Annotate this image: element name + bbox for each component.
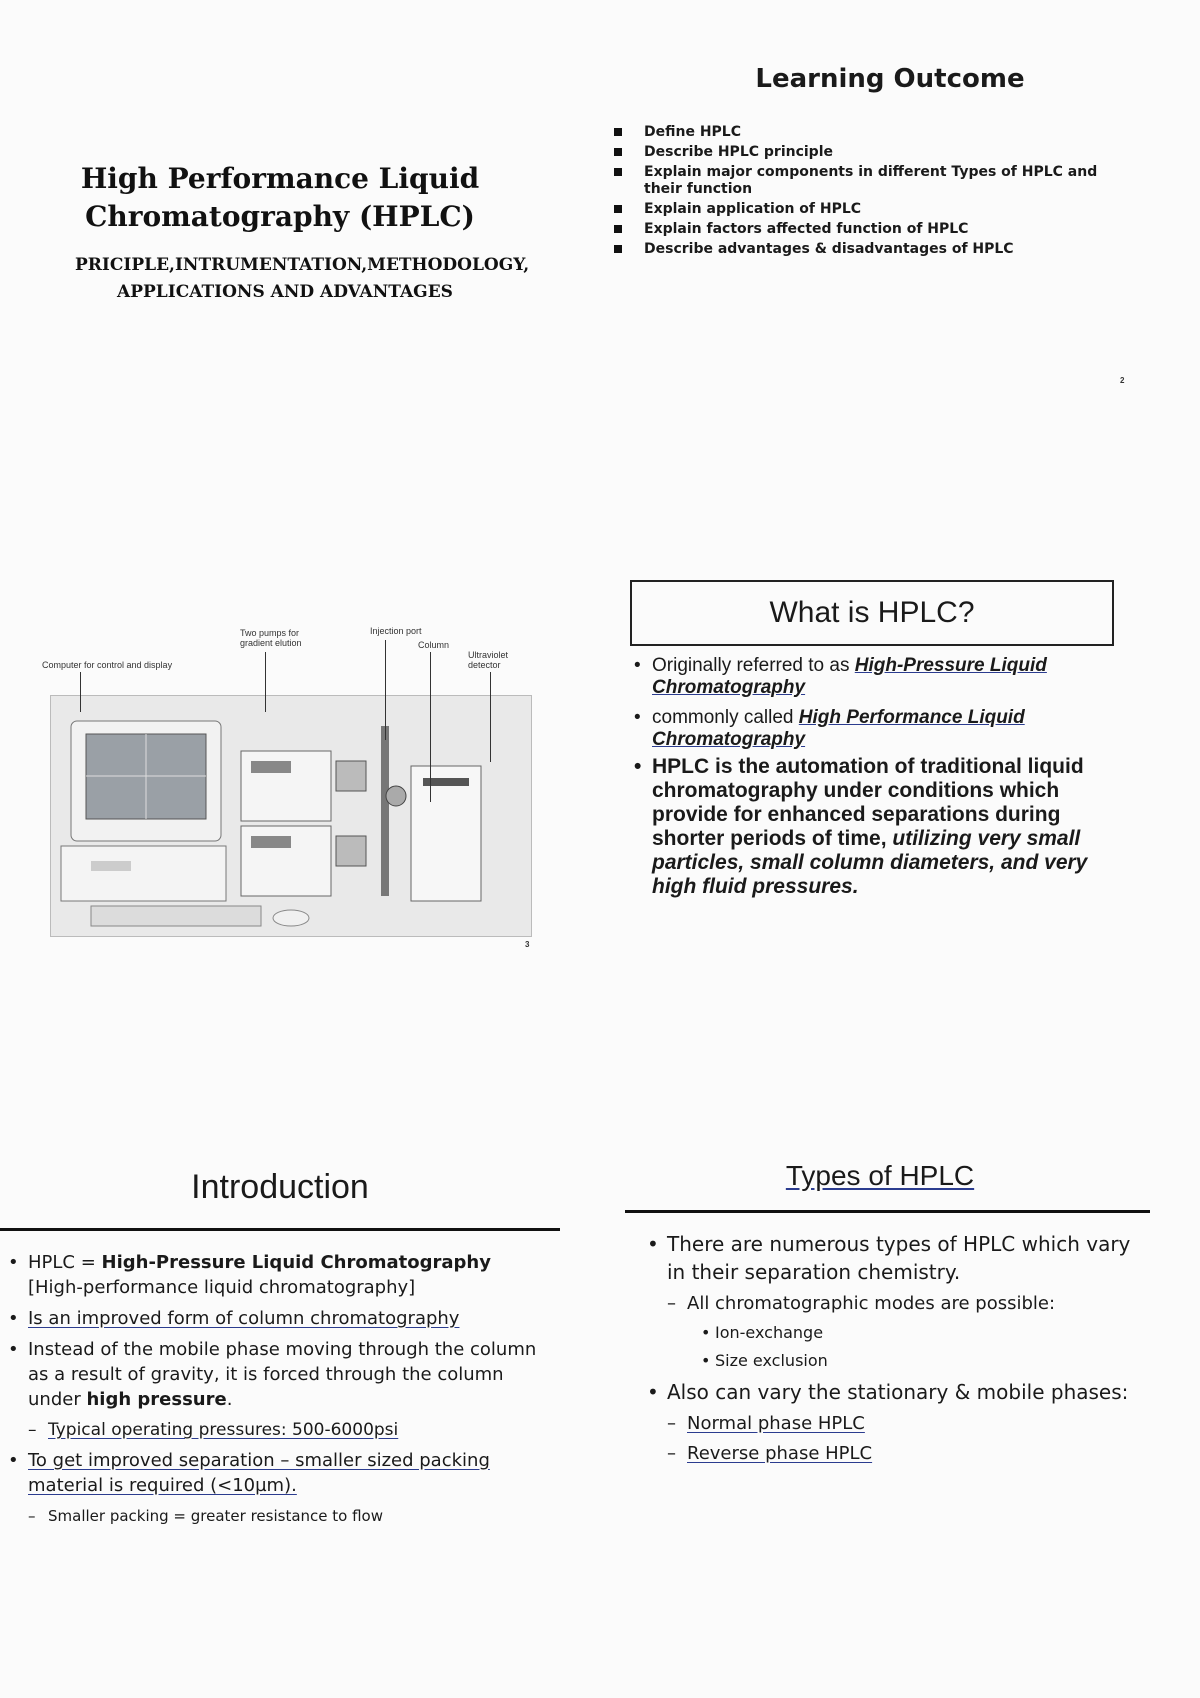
highlight-text: High-Pressure Liquid Chromatography <box>652 655 1047 698</box>
hplc-instrument-photo <box>50 695 532 937</box>
list-item <box>6 1250 546 1300</box>
main-title: High Performance Liquid Chromatography (HPLC) <box>80 162 480 233</box>
slide-hplc-instrument <box>20 600 580 1140</box>
text: Instead of the mobile phase moving through the column as a result of gravity, it is forced through the column under <box>28 1339 537 1410</box>
callout-line <box>490 672 491 762</box>
list-item: • There are numerous types of HPLC which vary in their separation chemistry. <box>645 1230 1145 1286</box>
outcome-list <box>610 124 1110 261</box>
slide-what-is-hplc <box>600 560 1160 1100</box>
page-number: 2 <box>1120 376 1125 385</box>
list-item: Describe advantages & disadvantages of HPLC <box>610 241 1110 258</box>
list-item <box>630 655 1110 699</box>
label-detector: Ultraviolet detector <box>468 650 509 670</box>
bold-text: High-Pressure Liquid Chromatography <box>101 1252 491 1273</box>
list-subsubitem: • Ion-exchange <box>645 1322 1145 1344</box>
definition-list <box>630 655 1110 759</box>
introduction-list <box>6 1250 546 1534</box>
text: Originally referred to as <box>652 655 855 676</box>
list-item: Explain major components in different Types of HPLC and their function <box>610 164 1110 198</box>
slide-title: Learning Outcome <box>755 64 1025 94</box>
types-list <box>645 1230 1145 1472</box>
text: Normal phase HPLC <box>687 1413 865 1434</box>
list-item <box>6 1337 546 1412</box>
list-item: Explain application of HPLC <box>610 201 1110 218</box>
list-item <box>630 755 1130 899</box>
page-number: 3 <box>525 940 530 949</box>
list-item <box>6 1306 546 1331</box>
text: . <box>226 1389 233 1410</box>
callout-line <box>430 652 431 802</box>
list-item: Define HPLC <box>610 124 1110 141</box>
list-item: Explain factors affected function of HPLC <box>610 221 1110 238</box>
label-injection-port: Injection port <box>370 626 422 636</box>
hplc-instrument-illustration <box>51 696 531 936</box>
title-rule <box>0 1228 560 1231</box>
list-subitem <box>645 1442 1145 1466</box>
text: [High-performance liquid chromatography] <box>28 1277 416 1298</box>
label-computer: Computer for control and display <box>42 660 173 670</box>
callout-line <box>80 672 81 712</box>
text: Is an improved form of column chromatography <box>28 1308 460 1329</box>
bold-text: high pressure <box>86 1389 227 1410</box>
list-subitem <box>6 1418 546 1442</box>
text: HPLC = <box>28 1252 102 1273</box>
title-text: Types of HPLC <box>785 1160 975 1191</box>
text: Reverse phase HPLC <box>687 1443 873 1464</box>
italic-text: utilizing very small particles, small column diameters, and very high fluid pressures. <box>652 827 1088 898</box>
hplc-definition <box>630 755 1130 899</box>
title-rule <box>625 1210 1150 1213</box>
slide-types-of-hplc <box>600 1140 1160 1680</box>
list-item: Describe HPLC principle <box>610 144 1110 161</box>
slide-title <box>20 40 580 580</box>
list-item: • Also can vary the stationary & mobile phases: <box>645 1378 1145 1406</box>
highlight-text: High Performance Liquid Chromatography <box>652 707 1025 750</box>
slide-introduction <box>0 1140 560 1680</box>
slide-title: Introduction <box>191 1168 369 1206</box>
text: Smaller packing = greater resistance to flow <box>48 1507 384 1525</box>
slide-learning-outcome <box>600 40 1160 580</box>
list-subitem: – All chromatographic modes are possible: <box>645 1292 1145 1316</box>
list-item <box>630 707 1110 751</box>
list-item <box>6 1448 546 1498</box>
text: Typical operating pressures: 500-6000psi <box>48 1420 399 1440</box>
slide-title: What is HPLC? <box>630 580 1114 646</box>
text: To get improved separation – smaller sized packing material is required (<10µm). <box>28 1450 490 1496</box>
list-subsubitem: • Size exclusion <box>645 1350 1145 1372</box>
slide-title <box>730 1160 1030 1192</box>
text: HPLC is the automation of traditional liquid chromatography under conditions which provide for enhanced separations during shorter periods of time, <box>652 755 1084 850</box>
main-subtitle: PRICIPLE,INTRUMENTATION,METHODOLOGY, APPLICATIONS AND ADVANTAGES <box>75 255 530 302</box>
label-column: Column <box>418 640 450 650</box>
text: commonly called <box>652 707 799 728</box>
callout-line <box>265 652 266 712</box>
callout-line <box>385 640 386 740</box>
list-subitem <box>6 1504 546 1528</box>
label-pumps: Two pumps for gradient elution <box>240 628 302 648</box>
list-subitem <box>645 1412 1145 1436</box>
